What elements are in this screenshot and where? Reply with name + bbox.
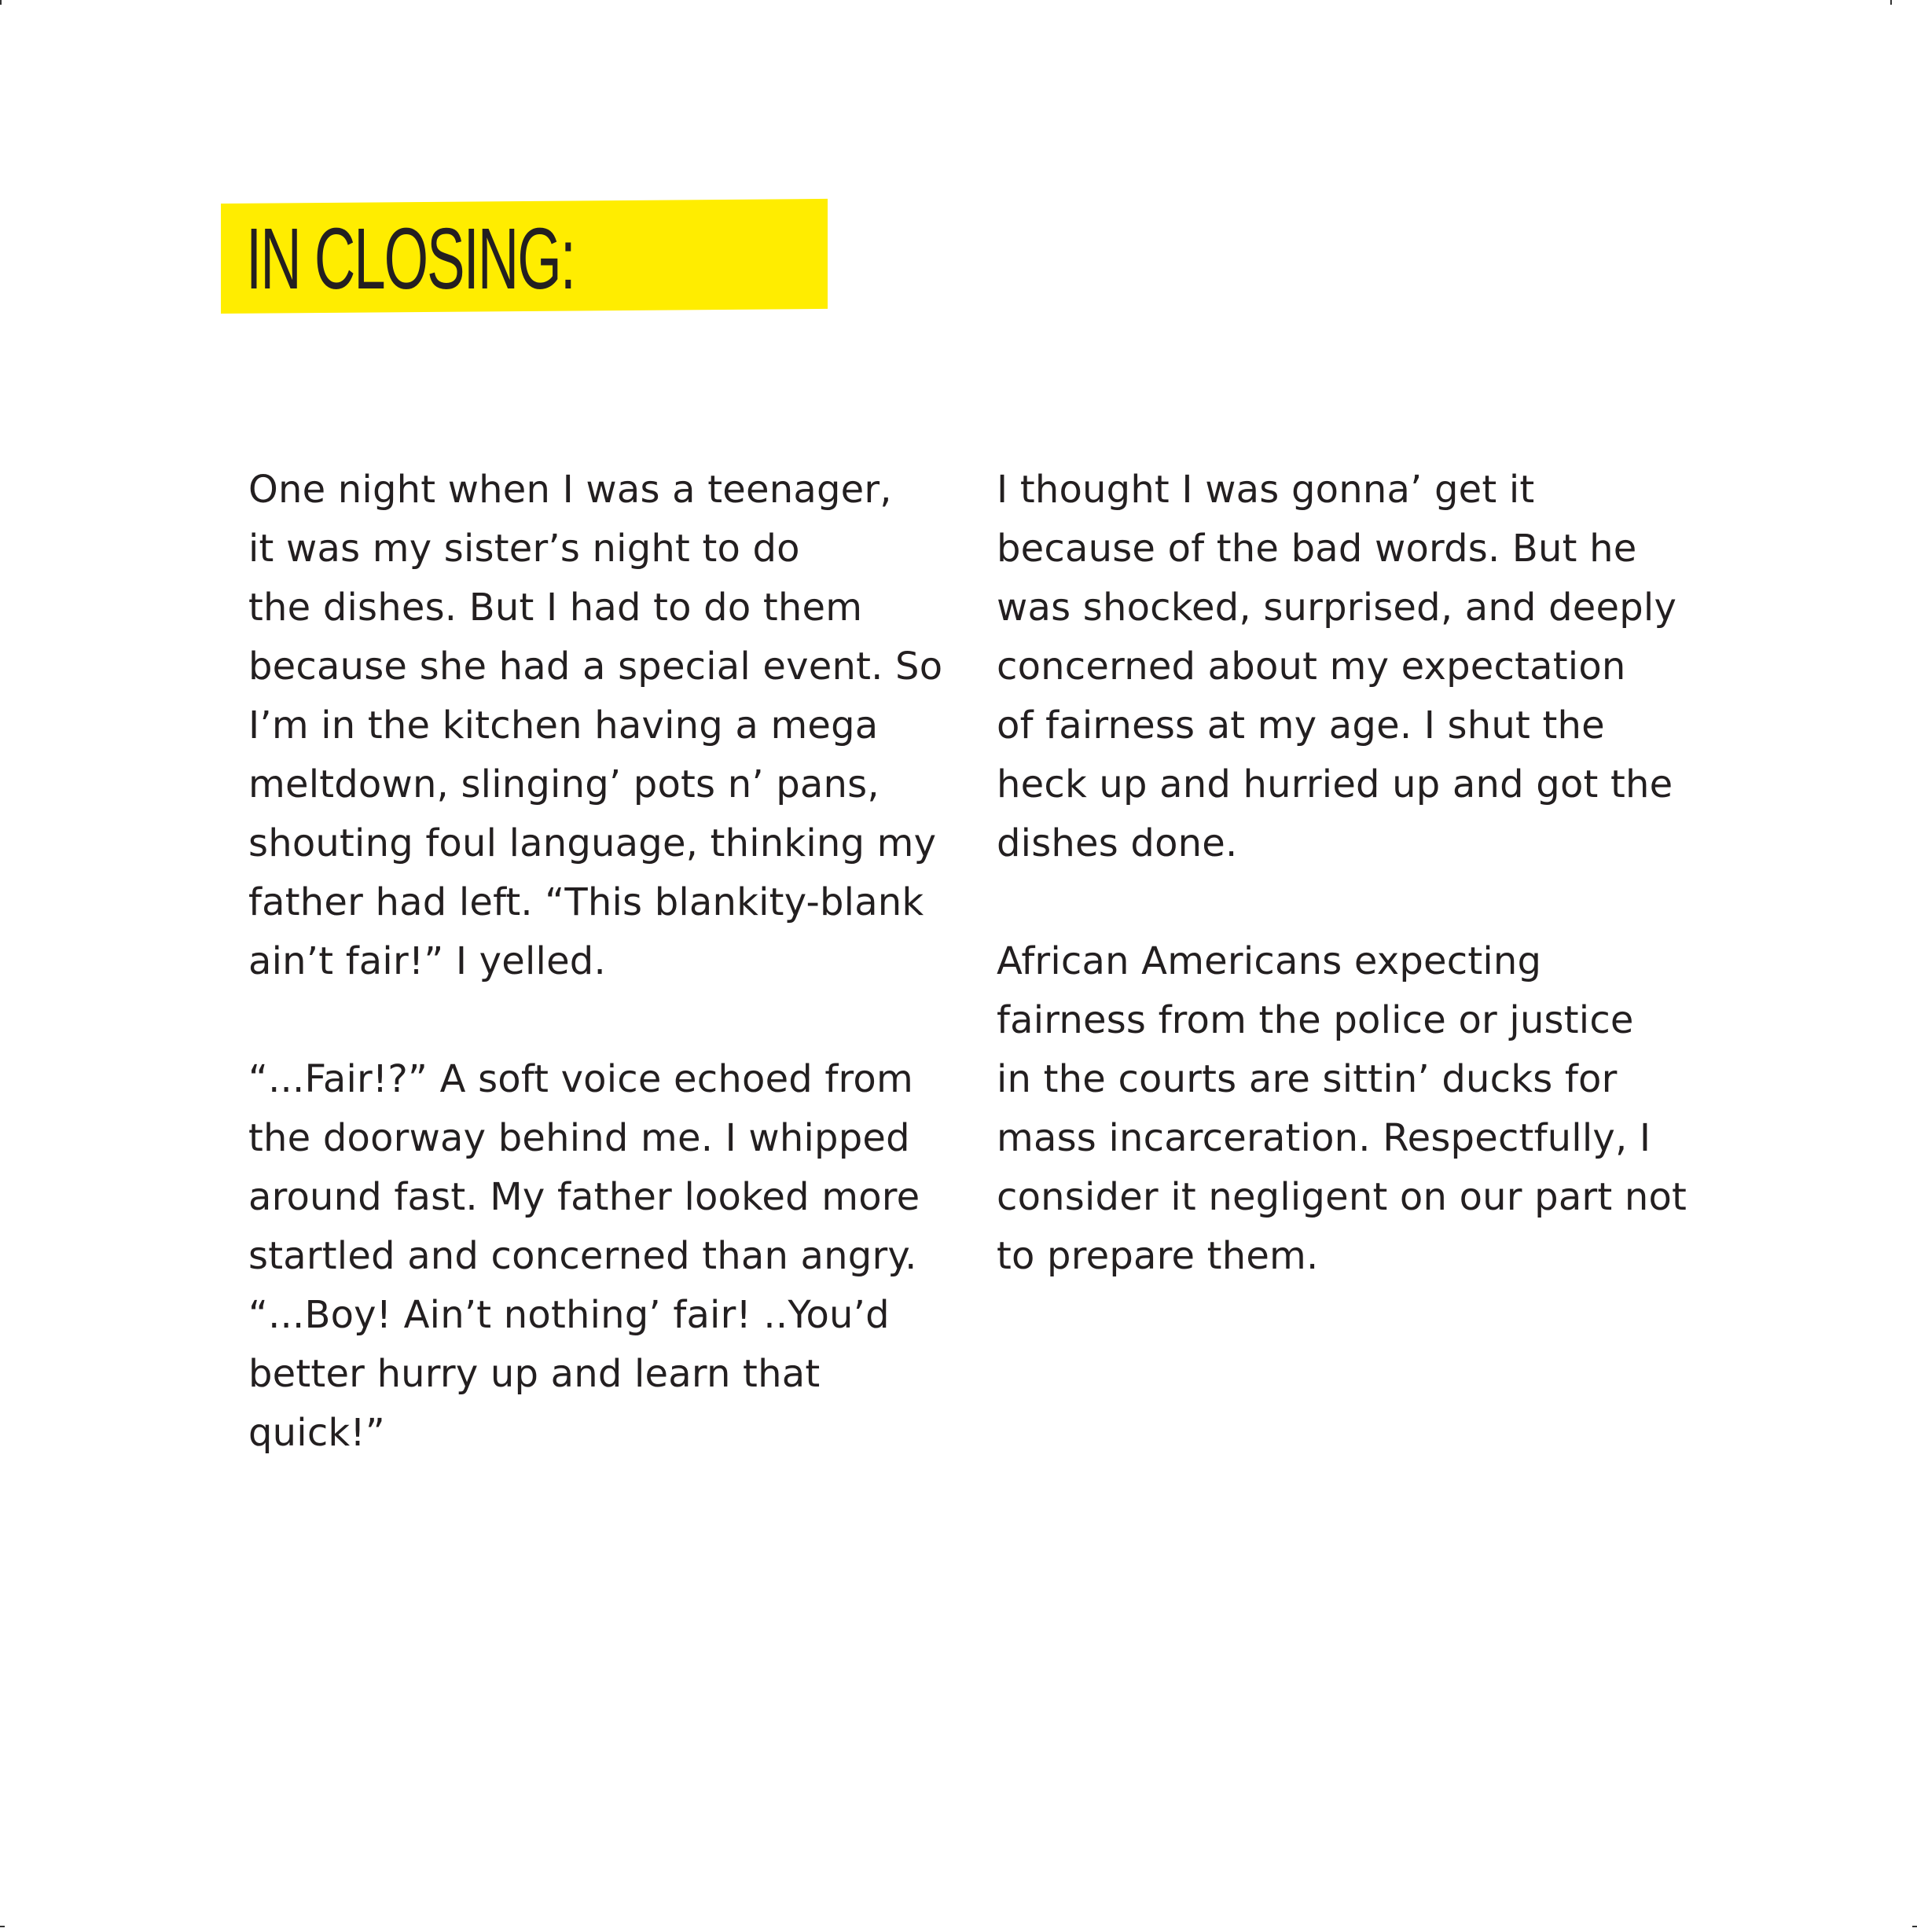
text-line: around fast. My father looked more [248, 1175, 920, 1219]
crop-mark-bottom-left [0, 1926, 5, 1927]
text-line: father had left. “This blankity-blank [248, 880, 924, 924]
left-paragraph-2 [248, 1050, 979, 1463]
text-line: ain’t fair!” I yelled. [248, 939, 606, 983]
text-line: shouting foul language, thinking my [248, 821, 937, 865]
text-line: to prepare them. [997, 1234, 1319, 1278]
crop-mark-bottom-right [1912, 1926, 1917, 1927]
paragraph-spacer [997, 873, 1728, 932]
right-column [997, 461, 1728, 1286]
text-line: because she had a special event. So [248, 645, 943, 689]
left-column [248, 461, 979, 1463]
text-line: was shocked, surprised, and deeply [997, 586, 1677, 630]
text-line: consider it negligent on our part not [997, 1175, 1687, 1219]
text-line: mass incarceration. Respectfully, I [997, 1116, 1651, 1160]
page-heading: IN CLOSING: [246, 211, 575, 307]
paragraph-spacer [248, 991, 979, 1050]
right-paragraph-2 [997, 932, 1728, 1286]
text-line: startled and concerned than angry. [248, 1234, 917, 1278]
text-line: fairness from the police or justice [997, 998, 1634, 1042]
text-line: “...Fair!?” A soft voice echoed from [248, 1057, 913, 1101]
text-line: the doorway behind me. I whipped [248, 1116, 910, 1160]
text-line: because of the bad words. But he [997, 527, 1637, 571]
right-paragraph-1 [997, 461, 1728, 873]
text-line: One night when I was a teenager, [248, 468, 892, 512]
text-line: I’m in the kitchen having a mega [248, 703, 879, 747]
text-line: better hurry up and learn that [248, 1352, 821, 1396]
text-line: meltdown, slinging’ pots n’ pans, [248, 762, 880, 806]
text-line: in the courts are sittin’ ducks for [997, 1057, 1618, 1101]
text-line: quick!” [248, 1411, 385, 1455]
text-line: it was my sister’s night to do [248, 527, 800, 571]
crop-mark-top-left [0, 0, 2, 5]
crop-mark-top-right [1890, 0, 1892, 5]
text-line: of fairness at my age. I shut the [997, 703, 1605, 747]
text-line: concerned about my expectation [997, 645, 1626, 689]
left-paragraph-1 [248, 461, 979, 991]
text-line: dishes done. [997, 821, 1238, 865]
text-line: “...Boy! Ain’t nothing’ fair! ..You’d [248, 1293, 890, 1337]
text-line: heck up and hurried up and got the [997, 762, 1673, 806]
text-line: the dishes. But I had to do them [248, 586, 863, 630]
text-line: African Americans expecting [997, 939, 1542, 983]
text-line: I thought I was gonna’ get it [997, 468, 1535, 512]
